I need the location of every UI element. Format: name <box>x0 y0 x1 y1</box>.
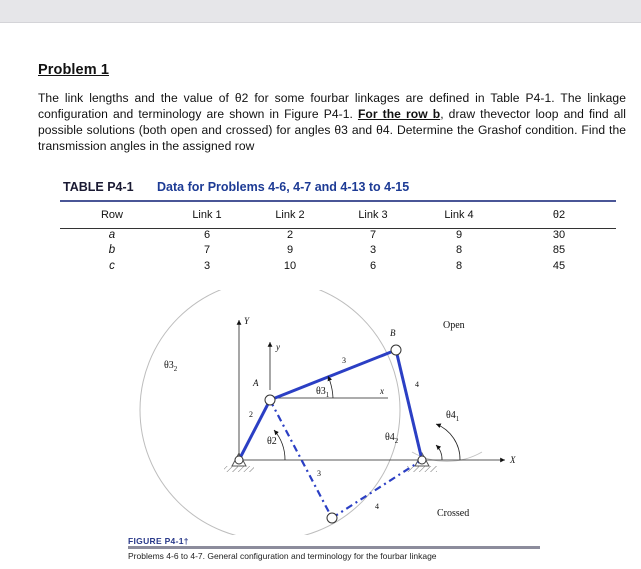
y-upper-label: Y <box>244 316 250 326</box>
table-cell: 7 <box>369 228 377 241</box>
theta4-1-arc <box>436 424 460 460</box>
theta3-1-symbol: θ3 <box>316 386 326 397</box>
top-bar <box>0 0 641 23</box>
table-cell: 3 <box>369 244 377 257</box>
pivot-o2 <box>235 456 243 464</box>
crossed-label: Crossed <box>437 508 470 519</box>
problem-title: Problem 1 <box>38 62 110 78</box>
pivot-b-open <box>391 345 401 355</box>
table-cell: 3 <box>203 259 211 272</box>
table-cell: 8 <box>455 244 463 257</box>
theta3-2-symbol: θ3 <box>164 360 174 371</box>
table-cell: 45 <box>552 259 566 272</box>
problem-statement <box>38 90 626 154</box>
theta3-1-subscript: 1 <box>325 391 330 399</box>
link-3-crossed <box>270 400 332 518</box>
table-header-row <box>60 202 616 227</box>
theta4-2-arc <box>436 445 442 460</box>
link-3-open-number: 3 <box>342 356 346 365</box>
theta4-2-label <box>385 432 399 445</box>
theta4-2-symbol: θ4 <box>385 432 395 443</box>
link-3-open <box>270 350 396 400</box>
table-cell: 9 <box>286 244 294 257</box>
link-2-number: 2 <box>249 410 253 419</box>
b-label: B <box>390 328 396 338</box>
table-caption: Data for Problems 4-6, 4-7 and 4-13 to 4-15 <box>157 180 410 194</box>
theta4-1-label <box>446 410 460 423</box>
table-cell: 6 <box>203 228 211 241</box>
a-label: A <box>253 378 259 388</box>
pivot-b-crossed <box>327 513 337 523</box>
table-row <box>60 258 616 274</box>
table-cell: 30 <box>552 228 566 241</box>
data-table <box>60 202 616 274</box>
theta3-2-subscript: 2 <box>173 365 178 373</box>
table-cell: 8 <box>455 259 463 272</box>
table-cell: c <box>109 259 115 272</box>
theta3-1-label <box>316 386 330 399</box>
problem-text-part-1: The link lengths and the value of θ2 for some fourbar linkages are defined in Table P4-1. The linkage configuration and terminology are shown in Figure P4-1. <box>38 91 626 121</box>
table-header-cell: θ2 <box>552 208 566 221</box>
table-id: TABLE P4-1 <box>63 180 134 194</box>
table-header-cell: Link 1 <box>192 208 222 221</box>
fourbar-figure <box>120 290 540 535</box>
figure-caption-title: FIGURE P4-1† <box>128 536 189 546</box>
table-header <box>60 180 530 200</box>
figure-caption-rule <box>128 546 540 549</box>
table-cell: 85 <box>552 244 566 257</box>
table-row <box>60 227 616 243</box>
table-cell: 7 <box>203 244 211 257</box>
table-cell: 9 <box>455 228 463 241</box>
problem-text-highlight: For the row b <box>357 107 441 121</box>
x-lower-label: x <box>380 386 384 396</box>
table-row <box>60 243 616 259</box>
table-header-cell: Row <box>100 208 123 221</box>
pivot-o4 <box>418 456 426 464</box>
theta4-1-subscript: 1 <box>455 415 460 423</box>
theta3-2-label <box>164 360 178 373</box>
link-2 <box>239 400 270 460</box>
table-cell: 10 <box>283 259 297 272</box>
table-header-cell: Link 3 <box>358 208 388 221</box>
table-header-cell: Link 2 <box>275 208 305 221</box>
figure-caption-text: Problems 4-6 to 4-7. General configuration and terminology for the fourbar linkage <box>128 551 437 561</box>
link-4-open-number: 4 <box>415 380 419 389</box>
table-cell: b <box>108 244 116 257</box>
table-cell: 6 <box>369 259 377 272</box>
table-cell: 2 <box>286 228 294 241</box>
theta2-label: θ2 <box>267 436 277 447</box>
x-upper-label: X <box>510 455 516 465</box>
table-cell: a <box>108 228 116 241</box>
table-header-cell: Link 4 <box>444 208 474 221</box>
pivot-a <box>265 395 275 405</box>
y-lower-label: y <box>276 342 280 352</box>
open-label: Open <box>443 320 465 331</box>
theta4-1-symbol: θ4 <box>446 410 456 421</box>
link-4-crossed-number: 4 <box>375 502 379 511</box>
theta4-2-subscript: 2 <box>394 437 399 445</box>
problem-text-part-2: , draw thevector loop and find all possible solutions (both open and crossed) for angles θ3 and θ4. Determine the Grashof condition. Find the transmission angles in the assigned row <box>38 107 626 153</box>
link-3-crossed-number: 3 <box>317 469 321 478</box>
